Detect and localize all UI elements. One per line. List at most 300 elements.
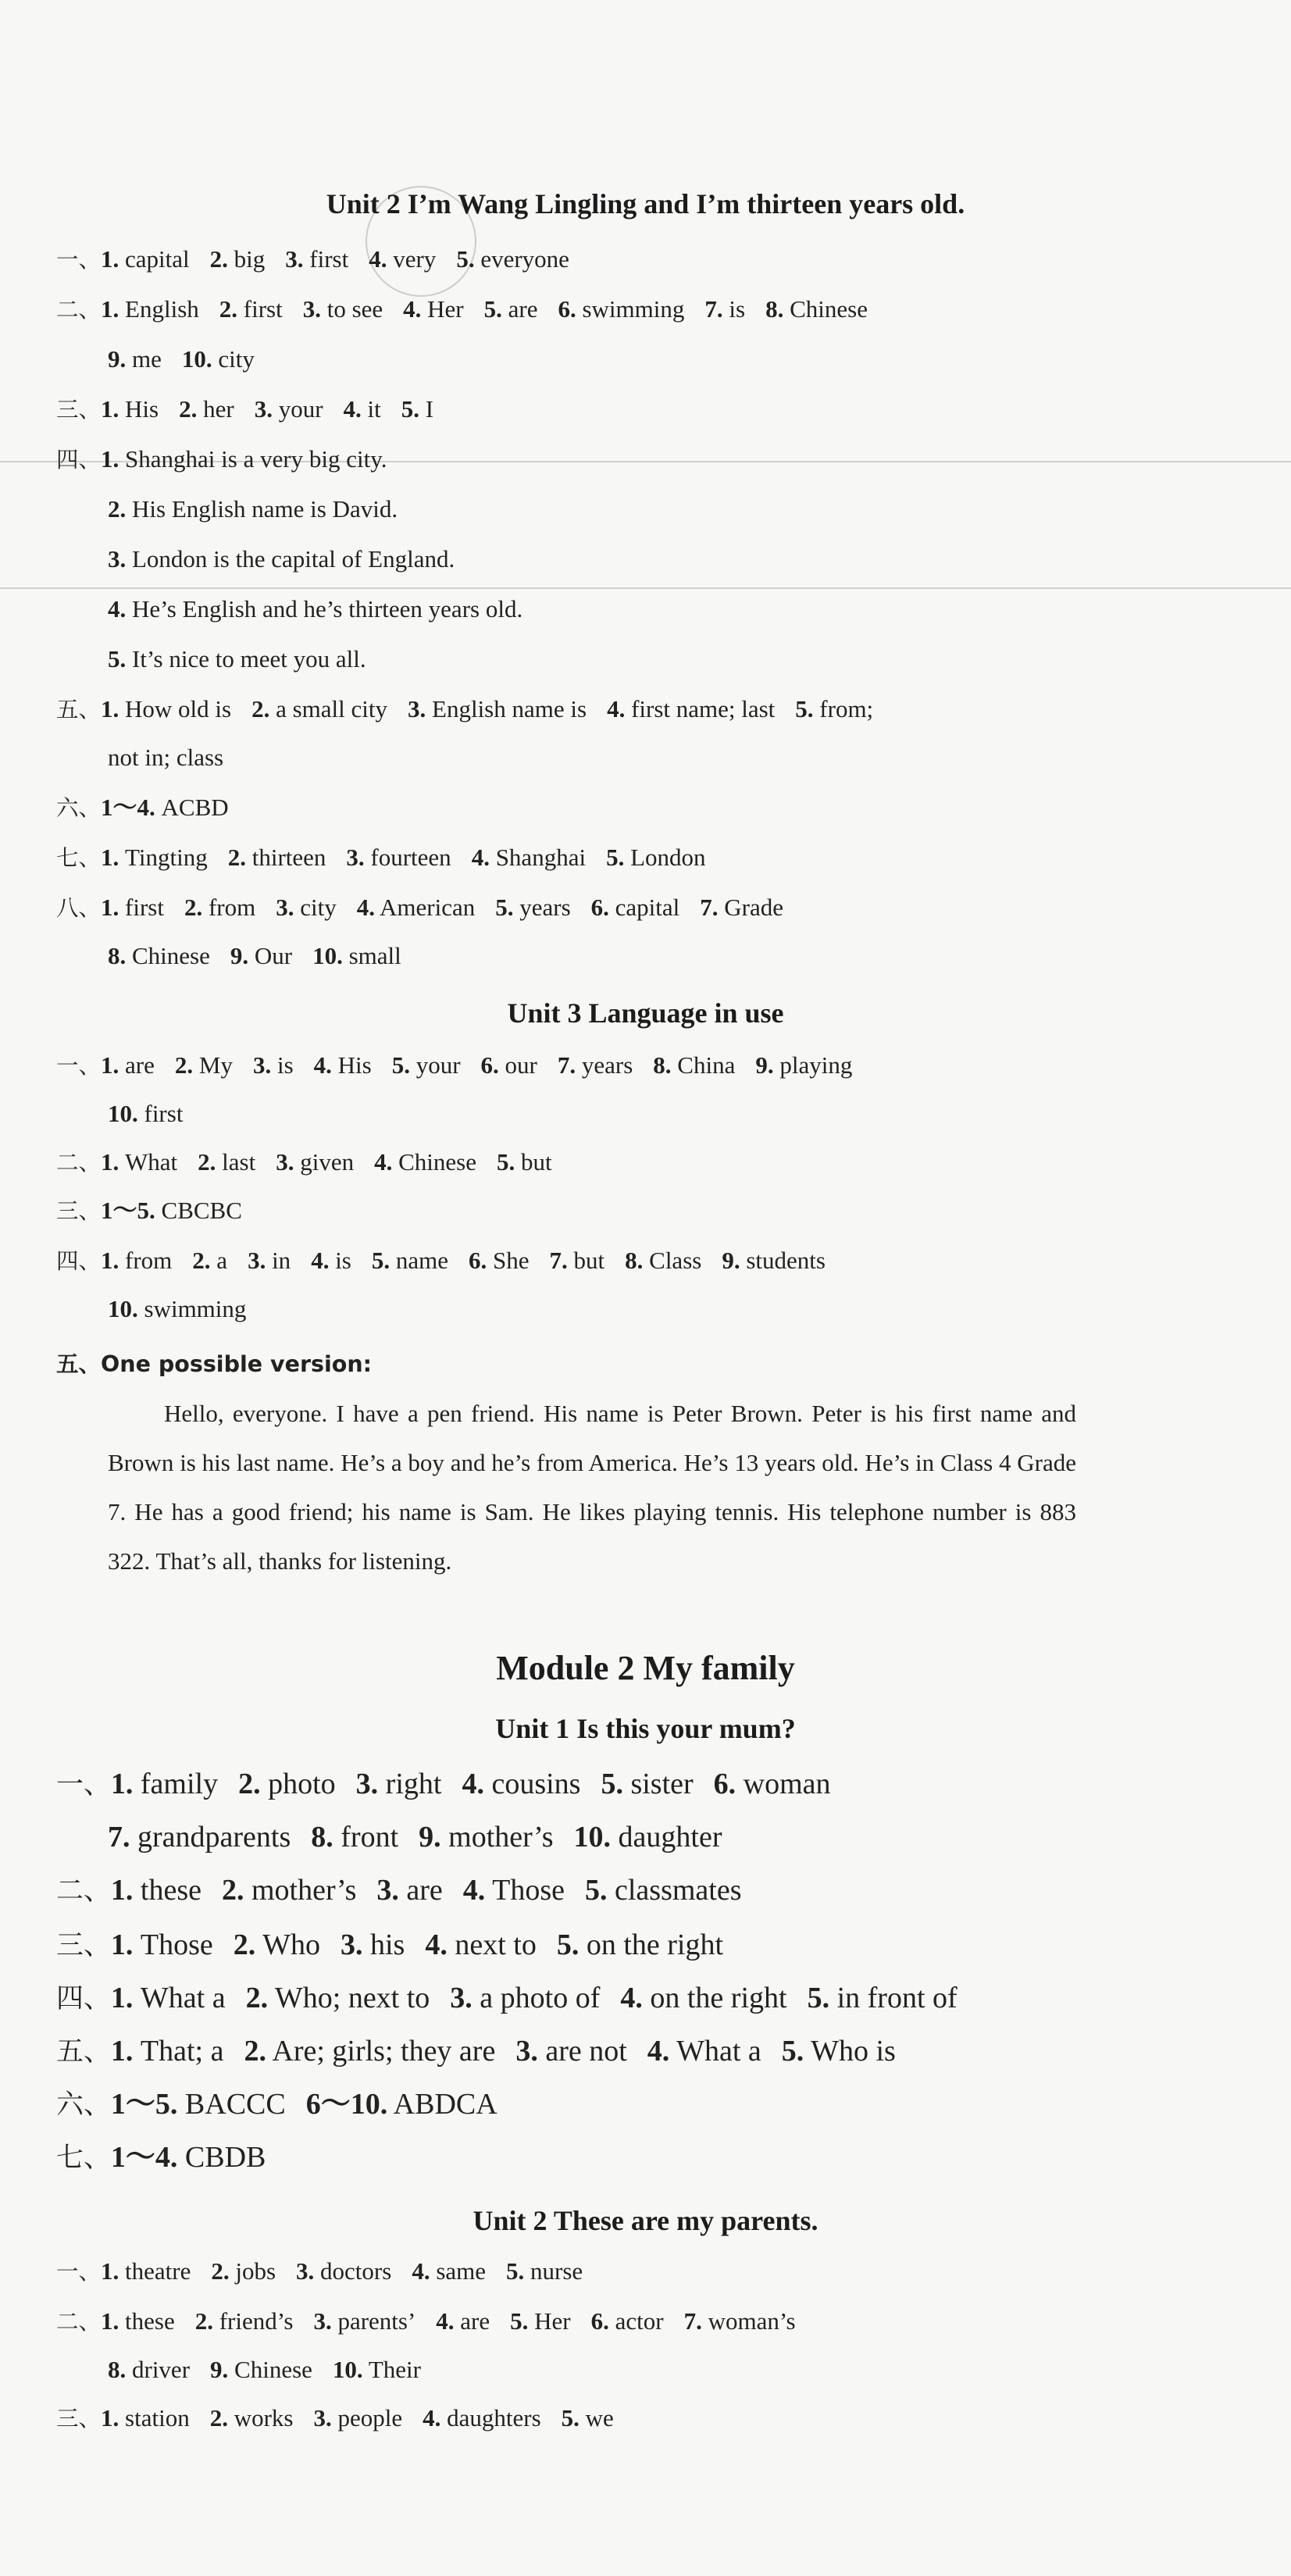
question-label: 六、: [56, 795, 102, 821]
item-number: 9.: [755, 1051, 774, 1079]
answer-item: [108, 744, 223, 771]
item-answer: mother’s: [448, 1821, 554, 1854]
item-answer: years: [519, 894, 571, 921]
item-answer: swimming: [144, 1295, 247, 1322]
item-number: 8.: [108, 2356, 127, 2383]
answer-item: [558, 1051, 633, 1079]
answer-item: [562, 2404, 614, 2432]
answer-item: [248, 1247, 291, 1274]
question-label: 七、: [56, 845, 102, 871]
item-answer: from: [208, 894, 256, 921]
module-heading: Module 2 My family: [496, 1649, 795, 1687]
answer-line: [56, 1926, 744, 1964]
answer-line: [56, 2403, 634, 2435]
item-number: 4.: [436, 2307, 455, 2335]
item-number: 2.: [198, 1148, 216, 1176]
answer-item: [356, 1768, 442, 1800]
item-answer: woman: [743, 1768, 831, 1800]
item-answer: last: [222, 1148, 256, 1176]
item-answer: in: [272, 1247, 291, 1274]
question-label: 二、: [56, 297, 102, 323]
answer-item: [108, 1100, 183, 1127]
answer-item: [515, 2035, 626, 2068]
item-number: 9.: [722, 1247, 740, 1274]
answer-item: [408, 695, 587, 722]
item-number: 5.: [371, 1247, 391, 1274]
item-number: 1.: [101, 245, 119, 273]
item-answer: Who; next to: [274, 1982, 430, 2014]
item-number: 5.: [807, 1982, 830, 2014]
item-number: 5.: [391, 1051, 410, 1079]
item-answer: on the right: [586, 1928, 724, 1961]
item-number: 5.: [606, 844, 625, 871]
answer-item: [436, 2307, 490, 2335]
answer-line: [56, 1147, 572, 1179]
item-number: 2.: [209, 2404, 228, 2432]
item-number: 1.: [101, 2404, 119, 2432]
item-answer: Shanghai: [495, 844, 587, 871]
item-number: 2.: [219, 295, 238, 323]
item-answer: actor: [615, 2307, 664, 2335]
question-label: 一、: [56, 247, 102, 273]
item-number: 4.: [462, 1768, 484, 1800]
item-number: 4.: [108, 595, 127, 623]
item-number: 5.: [561, 2404, 580, 2432]
item-answer: small: [348, 942, 401, 969]
item-number: 10.: [573, 1821, 612, 1854]
item-number: 2.: [211, 2257, 230, 2285]
item-answer: jobs: [235, 2257, 276, 2285]
answer-item: [101, 1051, 155, 1079]
item-number: 1～4.: [110, 2141, 178, 2174]
item-answer: China: [677, 1051, 736, 1079]
answer-item: [647, 2035, 761, 2068]
answer-item: [101, 794, 229, 821]
answer-item: [574, 1821, 722, 1854]
item-number: 4.: [403, 295, 422, 323]
item-answer: theatre: [125, 2257, 191, 2285]
answer-item: [425, 1928, 536, 1961]
item-answer: big: [234, 245, 266, 273]
answer-item: [210, 2404, 294, 2432]
item-number: 5.: [456, 245, 475, 273]
item-number: 2.: [108, 495, 127, 523]
answer-item: [620, 1982, 786, 2014]
answer-item: [755, 1051, 852, 1079]
answer-item: [684, 2307, 796, 2335]
item-answer: grandparents: [137, 1821, 291, 1854]
item-answer: to see: [326, 295, 383, 323]
item-answer: Her: [534, 2307, 571, 2335]
answer-item: [211, 2257, 276, 2285]
answer-line: [108, 1098, 203, 1129]
item-answer: ACBD: [161, 794, 229, 821]
answer-item: [601, 1768, 693, 1800]
answer-line: [56, 394, 454, 426]
item-answer: playing: [779, 1051, 853, 1079]
answer-item: [700, 894, 783, 921]
answer-item: [369, 245, 436, 273]
item-answer: His: [337, 1051, 372, 1079]
item-answer: are: [406, 1874, 443, 1907]
item-answer: classmates: [614, 1874, 742, 1907]
item-answer: your: [278, 395, 323, 423]
answer-item: [108, 645, 366, 673]
item-number: 5.: [496, 1148, 515, 1176]
answer-item: [222, 1874, 356, 1907]
item-number: 3.: [108, 545, 127, 573]
item-answer: city: [218, 345, 255, 373]
item-number: 4.: [374, 1148, 393, 1176]
item-number: 2.: [192, 1247, 211, 1274]
answer-line: [108, 494, 418, 525]
item-answer: we: [585, 2404, 614, 2432]
item-answer: is: [276, 1051, 294, 1079]
item-number: 3.: [408, 695, 426, 722]
answer-item: [285, 245, 348, 273]
answer-item: [333, 2356, 421, 2383]
item-number: 4.: [647, 2035, 670, 2068]
item-answer: I: [425, 395, 434, 423]
item-answer: me: [132, 345, 162, 373]
item-number: 3.: [346, 844, 365, 871]
item-number: 4.: [313, 1051, 332, 1079]
answer-item: [714, 1768, 831, 1800]
item-number: 8.: [625, 1247, 644, 1274]
answer-item: [101, 395, 159, 423]
answer-item: [403, 295, 463, 323]
item-number: 5.: [401, 395, 420, 423]
item-answer: is: [335, 1247, 351, 1274]
item-answer: capital: [615, 894, 680, 921]
item-answer: CBCBC: [161, 1197, 242, 1224]
item-number: 2.: [251, 695, 270, 722]
item-answer: her: [203, 395, 234, 423]
item-answer: students: [746, 1247, 826, 1274]
item-number: 3.: [313, 2404, 332, 2432]
item-number: 6.: [480, 1051, 499, 1079]
answer-item: [722, 1247, 826, 1274]
writing-paragraph: Hello, everyone. I have a pen friend. His name is Peter Brown. Peter is his first name and Brown is his last name. He’s a boy and he’s from America. He’s 13 years old. He’s in Class 4 Grade 7. He has a good friend; his name is Sam. He likes playing tennis. His telephone number is 883 322. That’s all, thanks for listening.: [108, 1400, 1076, 1575]
answer-item: [101, 2307, 175, 2335]
item-answer: not in; class: [108, 744, 224, 771]
answer-item: [372, 1247, 448, 1274]
item-number: 1.: [101, 1148, 119, 1176]
answer-item: [782, 2035, 896, 2068]
item-number: 4.: [425, 1928, 448, 1961]
answer-item: [344, 395, 381, 423]
answer-line: [108, 1293, 266, 1325]
item-number: 3.: [340, 1928, 363, 1961]
item-answer: from;: [819, 695, 874, 722]
question-label: 二、: [56, 2309, 102, 2335]
item-answer: right: [385, 1768, 442, 1800]
item-number: 3.: [296, 2257, 315, 2285]
item-number: 2.: [244, 2035, 266, 2068]
item-answer: English: [125, 295, 199, 323]
answer-item: [419, 1821, 553, 1854]
item-number: 9.: [230, 942, 249, 969]
item-number: 5.: [781, 2035, 804, 2068]
unit-heading: Unit 2 These are my parents.: [473, 2205, 818, 2236]
question-label: 一、: [56, 1053, 102, 1079]
item-answer: daughter: [618, 1821, 722, 1854]
question-label: 二、: [56, 1875, 111, 1907]
item-number: 10.: [181, 345, 212, 373]
answer-item: [175, 1051, 233, 1079]
answer-item: [550, 1247, 605, 1274]
answer-item: [374, 1148, 476, 1176]
item-answer: woman’s: [708, 2307, 796, 2335]
item-answer: your: [415, 1051, 461, 1079]
item-number: 4.: [343, 395, 362, 423]
item-answer: very: [393, 245, 437, 273]
answer-item: [795, 695, 873, 722]
item-number: 3.: [276, 1148, 294, 1176]
item-answer: it: [367, 395, 381, 423]
answer-item: [606, 844, 705, 871]
answer-item: [111, 1928, 213, 1961]
item-answer: Grade: [724, 894, 784, 921]
answer-item: [101, 295, 199, 323]
answer-item: [111, 1768, 218, 1800]
answer-item: [111, 1874, 201, 1907]
item-number: 2.: [233, 1928, 256, 1961]
item-number: 9.: [108, 345, 127, 373]
item-number: 1.: [101, 695, 119, 722]
answer-item: [244, 2035, 495, 2068]
item-answer: parents’: [337, 2307, 416, 2335]
item-answer: years: [581, 1051, 633, 1079]
answer-line: [56, 1050, 872, 1082]
item-number: 1.: [110, 1874, 134, 1907]
item-number: 7.: [704, 295, 723, 323]
item-number: 5.: [483, 295, 502, 323]
answer-item: [184, 894, 255, 921]
answer-item: [423, 2404, 541, 2432]
item-number: 9.: [210, 2356, 229, 2383]
item-answer: name: [395, 1247, 449, 1274]
item-answer: photo: [268, 1768, 336, 1800]
item-number: 1.: [101, 844, 119, 871]
item-number: 5.: [506, 2257, 525, 2285]
item-number: 3.: [515, 2035, 538, 2068]
item-answer: a: [216, 1247, 228, 1274]
item-answer: are: [125, 1051, 155, 1079]
item-answer: How old is: [125, 695, 232, 722]
item-answer: in front of: [836, 1982, 958, 2014]
item-number: 1～5.: [110, 2088, 178, 2121]
item-number: 2.: [238, 1768, 261, 1800]
answer-item: [101, 1197, 242, 1224]
item-answer: cousins: [491, 1768, 581, 1800]
item-number: 3.: [285, 245, 304, 273]
answer-item: [313, 2307, 415, 2335]
item-number: 1.: [101, 2257, 119, 2285]
answer-line: [56, 842, 726, 874]
unit-heading: Unit 2 I’m Wang Lingling and I’m thirteen years old.: [326, 188, 965, 219]
item-answer: Those: [140, 1928, 213, 1961]
item-number: 1.: [101, 1247, 119, 1274]
answer-item: [557, 1928, 723, 1961]
item-number: 8.: [108, 942, 127, 969]
item-answer: city: [300, 894, 337, 921]
answer-item: [472, 844, 586, 871]
item-number: 4.: [412, 2257, 430, 2285]
item-answer: first: [125, 894, 164, 921]
answer-item: [101, 695, 231, 722]
answer-item: [450, 1982, 600, 2014]
item-number: 4.: [471, 844, 490, 871]
item-number: 4.: [462, 1874, 486, 1907]
answer-line: [56, 694, 893, 726]
item-number: 3.: [376, 1874, 399, 1907]
item-number: 6～10.: [305, 2088, 388, 2121]
item-answer: English name is: [432, 695, 587, 722]
item-answer: London is the capital of England.: [132, 545, 455, 573]
item-number: 4.: [423, 2404, 441, 2432]
answer-item: [808, 1982, 958, 2014]
answer-item: [101, 245, 190, 273]
item-number: 6.: [713, 1768, 736, 1800]
answer-line: [56, 2256, 603, 2288]
item-answer: ABDCA: [393, 2088, 497, 2121]
item-answer: people: [337, 2404, 403, 2432]
answer-item: [108, 1821, 291, 1854]
item-answer: first: [309, 245, 349, 273]
item-number: 6.: [590, 894, 609, 921]
answer-item: [392, 1051, 461, 1079]
answer-line: [56, 1765, 851, 1804]
answer-item: [463, 1874, 565, 1907]
item-answer: London: [630, 844, 706, 871]
item-answer: Chinese: [398, 1148, 476, 1176]
item-answer: American: [380, 894, 476, 921]
item-answer: thirteen: [251, 844, 326, 871]
item-number: 3.: [355, 1768, 379, 1800]
item-answer: Her: [427, 295, 464, 323]
item-answer: next to: [455, 1928, 537, 1961]
answer-item: [313, 2404, 402, 2432]
item-number: 1.: [110, 1928, 134, 1961]
item-number: 7.: [700, 894, 719, 921]
answer-item: [108, 345, 162, 373]
item-answer: but: [520, 1148, 552, 1176]
item-answer: everyone: [480, 245, 569, 273]
item-answer: first: [144, 1100, 184, 1127]
item-number: 4.: [311, 1247, 330, 1274]
item-answer: is: [729, 295, 746, 323]
item-answer: My: [198, 1051, 233, 1079]
item-answer: first name; last: [631, 695, 776, 722]
answer-item: [456, 245, 569, 273]
item-answer: mother’s: [251, 1874, 357, 1907]
item-answer: CBDB: [184, 2141, 266, 2174]
item-answer: are: [508, 295, 538, 323]
answer-line: [56, 244, 590, 276]
answer-item: [303, 295, 383, 323]
answer-line: [108, 940, 422, 972]
item-answer: these: [125, 2307, 175, 2335]
answer-item: [192, 1247, 227, 1274]
item-number: 6.: [558, 295, 576, 323]
answer-item: [506, 2257, 583, 2285]
question-label: 一、: [56, 2259, 102, 2285]
item-number: 3.: [276, 894, 294, 921]
item-number: 3.: [313, 2307, 332, 2335]
item-answer: Chinese: [132, 942, 210, 969]
item-number: 3.: [248, 1247, 266, 1274]
answer-line: [56, 1979, 978, 2018]
unit-heading: Unit 3 Language in use: [507, 997, 784, 1029]
item-number: 1.: [110, 2035, 134, 2068]
item-number: 2.: [194, 2307, 213, 2335]
answer-item: [111, 2141, 266, 2174]
answer-item: [238, 1768, 336, 1800]
answer-item: [591, 2307, 664, 2335]
item-answer: front: [341, 1821, 399, 1854]
question-label: 三、: [56, 397, 102, 423]
item-number: 10.: [108, 1100, 138, 1127]
item-number: 7.: [108, 1821, 130, 1854]
answer-item: [108, 2356, 190, 2383]
question-label: 四、: [56, 447, 102, 473]
answer-item: [497, 1148, 552, 1176]
question-label: 八、: [56, 895, 102, 921]
answer-item: [246, 1982, 430, 2014]
answer-item: [108, 942, 210, 969]
answer-item: [230, 942, 292, 969]
item-answer: Tingting: [125, 844, 208, 871]
answer-item: [253, 1051, 294, 1079]
answer-item: [607, 695, 775, 722]
item-answer: His English name is David.: [132, 495, 398, 523]
item-answer: Those: [492, 1874, 565, 1907]
item-answer: swimming: [582, 295, 685, 323]
item-number: 8.: [653, 1051, 672, 1079]
answer-item: [179, 395, 234, 423]
question-label: 四、: [56, 1983, 111, 2014]
answer-item: [346, 844, 451, 871]
item-answer: on the right: [650, 1982, 787, 2014]
answer-item: [276, 1148, 354, 1176]
item-answer: our: [505, 1051, 537, 1079]
item-number: 9.: [419, 1821, 441, 1854]
item-number: 2.: [209, 245, 228, 273]
item-number: 10.: [108, 1295, 138, 1322]
item-answer: Who is: [811, 2035, 896, 2068]
answer-item: [101, 1247, 172, 1274]
question-label: 二、: [56, 1150, 102, 1176]
answer-item: [484, 295, 538, 323]
answer-line: [108, 2354, 441, 2385]
answer-item: [108, 1295, 246, 1322]
item-number: 5.: [510, 2307, 529, 2335]
answer-item: [341, 1928, 405, 1961]
scan-line: [0, 587, 1291, 589]
answer-item: [653, 1051, 735, 1079]
item-number: 5.: [495, 894, 514, 921]
writing-label: 五、One possible version:: [56, 1351, 373, 1377]
item-answer: given: [300, 1148, 355, 1176]
answer-item: [251, 695, 387, 722]
answer-item: [111, 2035, 224, 2068]
answer-item: [412, 2257, 486, 2285]
answer-item: [296, 2257, 391, 2285]
item-number: 4.: [369, 245, 387, 273]
item-answer: What: [125, 1148, 178, 1176]
answer-line: [108, 344, 275, 375]
